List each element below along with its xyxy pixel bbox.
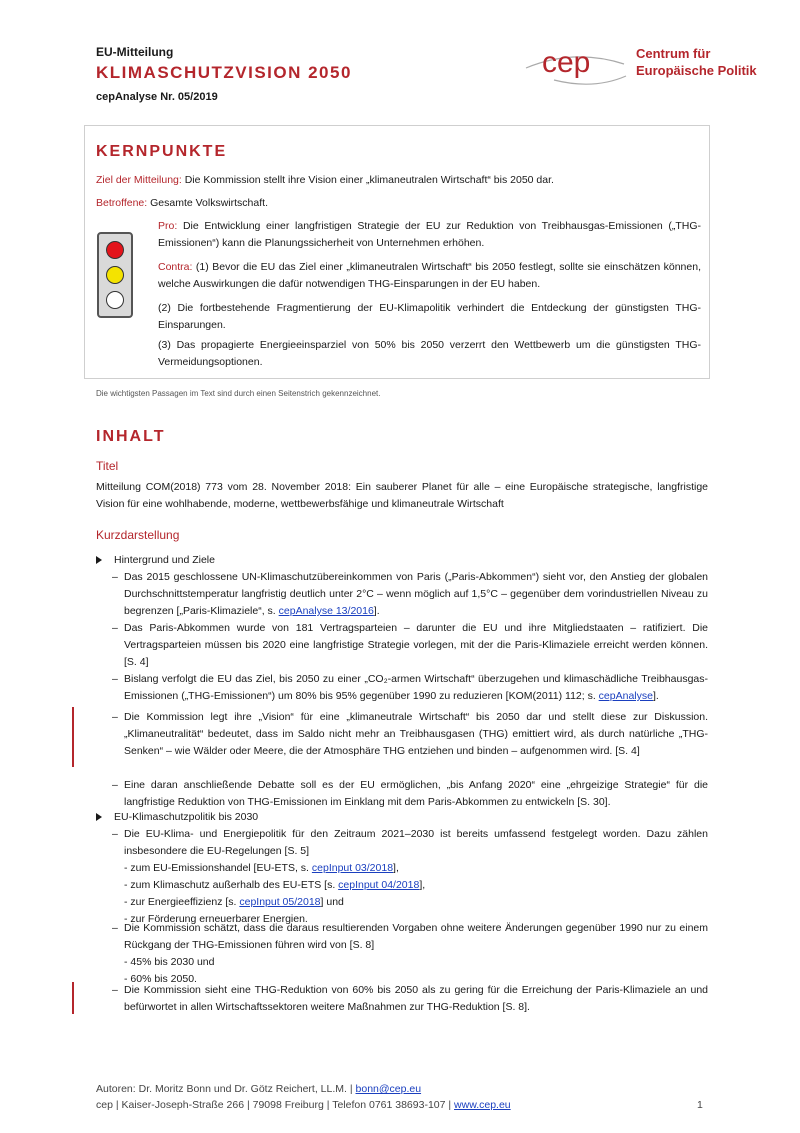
list-item: – Die EU-Klima- und Energiepolitik für den Zeitraum 2021–2030 ist bereits umfassend festgelegt worden. Dazu zählen insbesondere die EU-Regelungen [S. 5] - zum EU-Emissionshandel [EU-ETS, s. cepInput 03/2018], - zum Klimaschutz außerhalb des EU-ETS [s. cepInput 04/2018], - zur Energieeffizienz [s. cepInput 05/2018] und - zur Förderung erneuerbarer Energien. xyxy=(124,826,708,928)
traffic-light-icon xyxy=(97,232,133,318)
keypoints-contra-3: (3) Das propagierte Energieeinsparziel von 50% bis 2050 verzerrt den Wettbewerb um die günstigsten THG-Vermeidungsoptionen. xyxy=(158,339,701,368)
sub-item: - zum EU-Emissionshandel [EU-ETS, s. cepInput 03/2018], xyxy=(124,862,399,874)
item-text: Die EU-Klima- und Energiepolitik für den Zeitraum 2021–2030 ist bereits umfassend festgelegt worden. Dazu zählen insbesondere die EU-Regelungen [S. 5] xyxy=(124,828,708,857)
item-text: Die Kommission legt ihre „Vision“ für eine „klimaneutrale Wirtschaft“ bis 2050 dar und stellt diese zur Diskussion. „Klimaneutralität“ bedeutet, dass im Saldo nicht mehr an Treibhausgasen (THG) emittiert wird, als durch natürliche „THG-Senken“ – wie Wälder oder Meere, die der Atmosphäre THG entziehen und binden – aufgenommen wird. [S. 4] xyxy=(124,711,708,757)
contra-1-text: (1) Bevor die EU das Ziel einer „klimaneutralen Wirtschaft“ bis 2050 festlegt, sollte sie einschätzen können, welche Auswirkungen die dafür notwendigen THG-Einsparungen in der EU haben. xyxy=(158,261,701,290)
keypoints-goal xyxy=(96,172,696,188)
pro-text: Die Entwicklung einer langfristigen Strategie der EU zur Reduktion von Treibhausgas-Emissionen („THG-Emissionen“) kann die Planungssicherheit von Unternehmen erhöhen. xyxy=(158,220,702,249)
keypoints-contra-1 xyxy=(158,259,701,293)
traffic-light-red xyxy=(106,241,124,259)
footer-authors: Autoren: Dr. Moritz Bonn und Dr. Götz Reichert, LL.M. | bonn@cep.eu xyxy=(96,1083,422,1095)
affected-label: Betroffene: xyxy=(96,197,148,209)
margin-note: Die wichtigsten Passagen im Text sind durch einen Seitenstrich gekennzeichnet. xyxy=(96,389,381,398)
sub-item: - 45% bis 2030 und xyxy=(124,956,215,968)
keypoints-contra-2: (2) Die fortbestehende Fragmentierung der EU-Klimapolitik verhindert die Entdeckung der günstigsten THG-Einsparungen. xyxy=(158,302,701,331)
bullet-triangle-icon xyxy=(96,556,102,564)
list-item: – Die Kommission schätzt, dass die daraus resultierenden Vorgaben ohne weitere Änderungen gegenüber 1990 nur zu einem Rückgang der THG-Emissionen führen wird von [S. 8] - 45% bis 2030 und - 60% bis 2050. xyxy=(124,920,708,988)
logo-abbr: cep xyxy=(542,46,591,79)
link-cepinput-04-2018[interactable]: cepInput 04/2018 xyxy=(338,879,420,891)
logo-line-1: Centrum für xyxy=(636,46,711,61)
item-text-end: ]. xyxy=(373,605,380,617)
sub-item: - 60% bis 2050. xyxy=(124,973,197,985)
affected-text: Gesamte Volkswirtschaft. xyxy=(150,197,268,209)
bullet-triangle-icon xyxy=(96,813,102,821)
traffic-light-yellow xyxy=(106,266,124,284)
link-cepinput-05-2018[interactable]: cepInput 05/2018 xyxy=(239,896,321,908)
item-text: Die Kommission sieht eine THG-Reduktion von 60% bis 2050 als zu gering für die Erreichung der Paris-Klimaziele an und befürwortet in allen Wirtschaftssektoren weitere Maßnahmen zur THG-Reduktion [S. 8]. xyxy=(124,984,708,1013)
sub-item: - zur Energieeffizienz [s. cepInput 05/2018] und xyxy=(124,896,344,908)
link-cepinput-03-2018[interactable]: cepInput 03/2018 xyxy=(311,862,394,874)
title-text: Mitteilung COM(2018) 773 vom 28. November 2018: Ein sauberer Planet für alle – eine Europäische strategische, langfristige Vision für eine wohlhabende, moderne, wettbewerbsfähige und klimaneutrale Wirtschaft xyxy=(96,481,708,510)
bullet-policy xyxy=(96,811,258,823)
item-text-end: ]. xyxy=(652,690,659,702)
goal-text: Die Kommission stellt ihre Vision einer „klimaneutralen Wirtschaft“ bis 2050 dar. xyxy=(184,174,554,186)
sub-item: - zum Klimaschutz außerhalb des EU-ETS [s. cepInput 04/2018], xyxy=(124,879,426,891)
bullet-label: EU-Klimaschutzpolitik bis 2030 xyxy=(114,811,259,823)
document-title: KLIMASCHUTZVISION 2050 xyxy=(96,63,352,82)
item-text: Das 2015 geschlossene UN-Klimaschutzübereinkommen von Paris („Paris-Abkommen“) sieht vor, den Anstieg der globalen Durchschnittstemperatur langfristig deutlich unter 2°C – wenn möglich auf 1,5°C – gegenüber dem vorindustriellen Niveau zu begrenzen [„Paris-Klimaziele“, s. xyxy=(124,571,708,617)
list-item: – Das Paris-Abkommen wurde von 181 Vertragsparteien – darunter die EU und ihre Mitgliedstaaten – ratifiziert. Die Vertragsparteien müssen bis 2020 eine langfristige Strategie vorlegen, mit der die Paris-Klimaziele erreicht werden können. [S. 4] xyxy=(112,622,708,668)
item-text: Bislang verfolgt die EU das Ziel, bis 2050 zu einer „CO₂-armen Wirtschaft“ überzugehen und klimaschädliche Treibhausgas-Emissionen („THG-Emissionen“) um 80% bis 95% gegenüber 1990 zu reduzieren [KOM(2011) 112; s. xyxy=(124,673,708,702)
document-type: EU-Mitteilung xyxy=(96,45,174,59)
traffic-light-white xyxy=(106,291,124,309)
keypoints-title: KERNPUNKTE xyxy=(96,143,228,160)
logo-text xyxy=(636,45,757,79)
website-link[interactable]: www.cep.eu xyxy=(454,1099,511,1111)
item-text: Die Kommission schätzt, dass die daraus resultierenden Vorgaben ohne weitere Änderungen gegenüber 1990 nur zu einem Rückgang der THG-Emissionen führen wird von [S. 8] xyxy=(124,922,708,951)
logo-line-2: Europäische Politik xyxy=(636,63,757,78)
document-number: cepAnalyse Nr. 05/2019 xyxy=(96,91,218,103)
bullet-background xyxy=(96,554,215,566)
item-text: Eine daran anschließende Debatte soll es der EU ermöglichen, „bis Anfang 2020“ eine „ehrgeizige Strategie“ für die langfristige Reduktion von THG-Emissionen im Einklang mit dem Paris-Abkommen zu entwickeln [S. 30]. xyxy=(124,779,708,808)
keypoints-pro xyxy=(158,218,701,252)
importance-marker xyxy=(72,982,74,1014)
author-email-link[interactable]: bonn@cep.eu xyxy=(355,1083,422,1095)
footer-address: cep | Kaiser-Joseph-Straße 266 | 79098 Freiburg | Telefon 0761 38693-107 | www.cep.eu xyxy=(96,1099,511,1111)
content-title: INHALT xyxy=(96,428,166,445)
list-item: – Das 2015 geschlossene UN-Klimaschutzübereinkommen von Paris („Paris-Abkommen“) sieht vor, den Anstieg der globalen Durchschnittstemperatur langfristig deutlich unter 2°C – wenn möglich auf 1,5°C – gegenüber dem vorindustriellen Niveau zu begrenzen [„Paris-Klimaziele“, s. cepAnalyse 13/2016]. xyxy=(112,571,708,617)
list-item: – Die Kommission sieht eine THG-Reduktion von 60% bis 2050 als zu gering für die Erreichung der Paris-Klimaziele an und befürwortet in allen Wirtschaftssektoren weitere Maßnahmen zur THG-Reduktion [S. 8]. xyxy=(112,984,708,1013)
pro-label: Pro: xyxy=(158,220,178,232)
goal-label: Ziel der Mitteilung: xyxy=(96,174,182,186)
list-item: – Die Kommission legt ihre „Vision“ für eine „klimaneutrale Wirtschaft“ bis 2050 dar und stellt diese zur Diskussion. „Klimaneutralität“ bedeutet, dass im Saldo nicht mehr an Treibhausgasen (THG) emittiert wird, als durch natürliche „THG-Senken“ – wie Wälder oder Meere, die der Atmosphäre THG entziehen und binden – aufgenommen wird. [S. 4] xyxy=(112,711,708,757)
link-cepanalyse[interactable]: cepAnalyse xyxy=(598,690,653,702)
page-number: 1 xyxy=(697,1099,703,1111)
list-item: – Bislang verfolgt die EU das Ziel, bis 2050 zu einer „CO₂-armen Wirtschaft“ überzugehen und klimaschädliche Treibhausgas-Emissionen („THG-Emissionen“) um 80% bis 95% gegenüber 1990 zu reduzieren [KOM(2011) 112; s. cepAnalyse]. xyxy=(112,673,708,702)
contra-label: Contra: xyxy=(158,261,193,273)
item-text: Das Paris-Abkommen wurde von 181 Vertragsparteien – darunter die EU und ihre Mitgliedstaaten – ratifiziert. Die Vertragsparteien müssen bis 2020 eine langfristige Strategie vorlegen, mit der die Paris-Klimaziele erreicht werden können. [S. 4] xyxy=(124,622,708,668)
section-summary-heading: Kurzdarstellung xyxy=(96,528,180,542)
bullet-label: Hintergrund und Ziele xyxy=(114,554,215,566)
keypoints-affected xyxy=(96,195,696,211)
importance-marker xyxy=(72,707,74,767)
section-title-heading: Titel xyxy=(96,459,119,473)
list-item: – Eine daran anschließende Debatte soll es der EU ermöglichen, „bis Anfang 2020“ eine „ehrgeizige Strategie“ für die langfristige Reduktion von THG-Emissionen im Einklang mit dem Paris-Abkommen zu entwickeln [S. 30]. xyxy=(112,779,708,808)
sub-item: - zur Förderung erneuerbarer Energien. xyxy=(124,913,308,925)
link-cepanalyse-13-2016[interactable]: cepAnalyse 13/2016 xyxy=(278,605,374,617)
